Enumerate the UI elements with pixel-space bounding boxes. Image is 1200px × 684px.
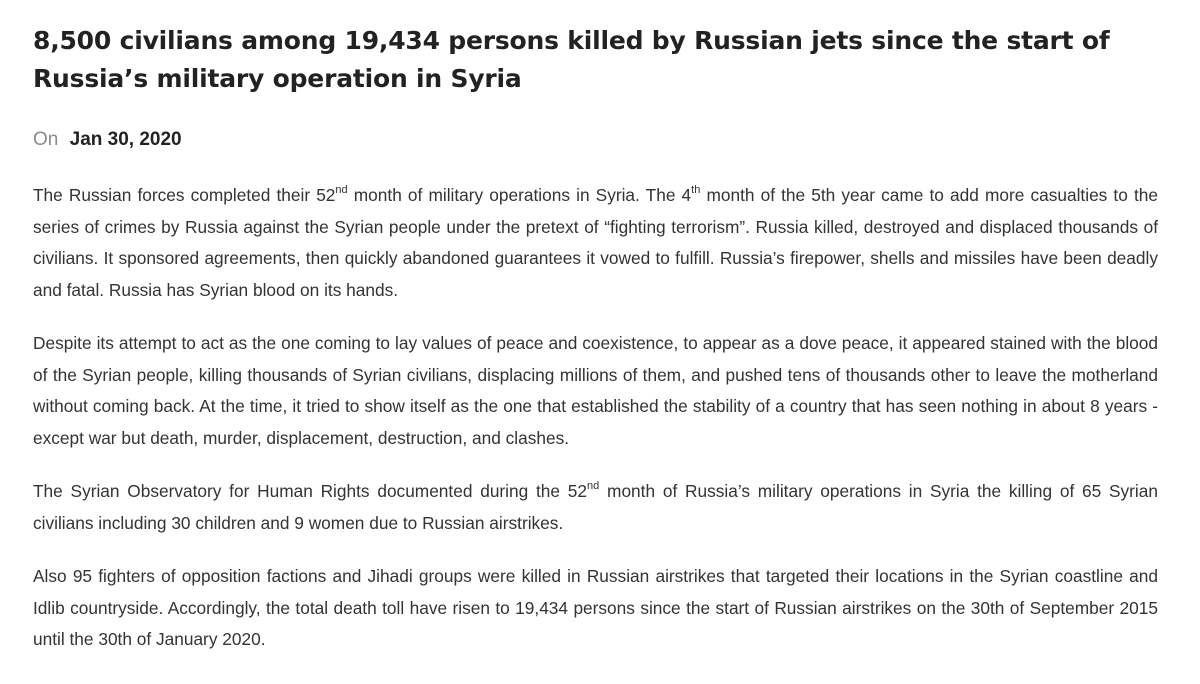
publish-date: Jan 30, 2020 (69, 129, 182, 150)
paragraph-1-text-a: The Russian forces completed their 52 (33, 185, 336, 205)
paragraph-1-text-c: month of the 5th year came to add more casualties to the series of crimes by Russia against the Syrian people under the pretext of “fighting terrorism”. Russia killed, destroyed and displaced thousands of civilians. It sponsored agreements, then quickly abandoned guarantees it vowed to fulfill. Russia’s firepower, shells and missiles have been deadly and fatal. Russia has Syrian blood on its hands. (33, 185, 1158, 300)
article-title: 8,500 civilians among 19,434 persons killed by Russian jets since the start of Russia’s military operation in Syria (33, 26, 1110, 93)
paragraph-3 (33, 476, 1158, 539)
paragraph-4: Also 95 fighters of opposition factions and Jihadi groups were killed in Russian airstrikes that targeted their locations in the Syrian coastline and Idlib countryside. Accordingly, the total death toll have risen to 19,434 persons since the start of Russian airstrikes on the 30th of September 2015 until the 30th of January 2020. (33, 566, 1158, 649)
paragraph-2: Despite its attempt to act as the one coming to lay values of peace and coexistence, to appear as a dove peace, it appeared stained with the blood of the Syrian people, killing thousands of Syrian civilians, displacing millions of them, and pushed tens of thousands other to leave the motherland without coming back. At the time, it tried to show itself as the one that established the stability of a country that has seen nothing in about 8 years -except war but death, murder, displacement, destruction, and clashes. (33, 333, 1158, 448)
ordinal-suffix: nd (587, 480, 600, 492)
article-meta (33, 127, 1158, 153)
ordinal-suffix: nd (335, 184, 348, 196)
paragraph-1 (33, 180, 1158, 306)
paragraph-3-text-a: The Syrian Observatory for Human Rights documented during the 52 (33, 481, 588, 501)
paragraph-1-text-b: month of military operations in Syria. The 4 (347, 185, 692, 205)
article-body (33, 180, 1158, 656)
ordinal-suffix: th (691, 184, 701, 196)
paragraph-3-text-b: month of Russia’s military operations in Syria the killing of 65 Syrian civilians including 30 children and 9 women due to Russian airstrikes. (33, 481, 1158, 533)
date-prefix-label: On (33, 129, 59, 150)
